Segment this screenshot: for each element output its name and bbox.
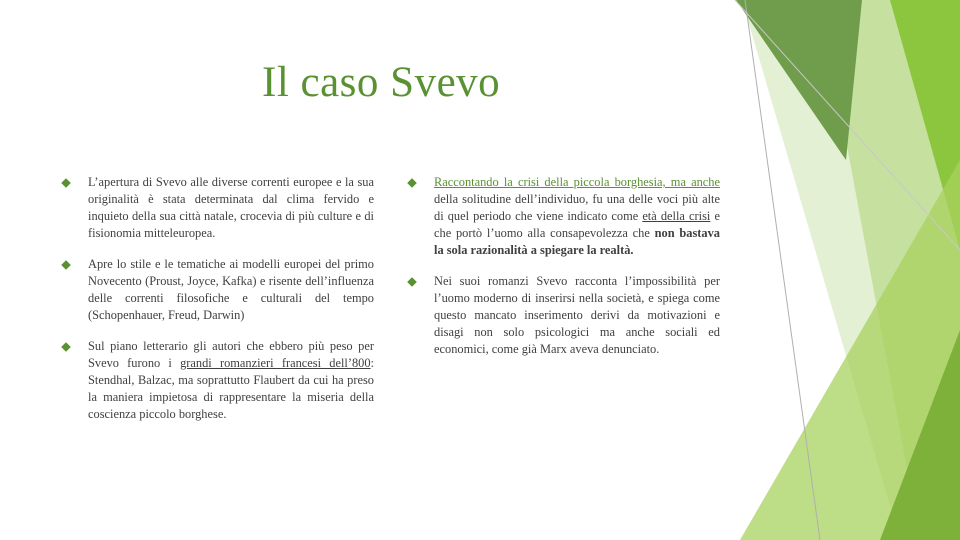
bullet-item: [62, 338, 374, 423]
slide-title: Il caso Svevo: [262, 59, 501, 106]
diamond-bullet-icon: [61, 342, 71, 352]
bullet-text: Nei suoi romanzi Svevo racconta l’impossibilità per l’uomo moderno di inserirsi nella società, e spiega come questo mancato inserimento derivi da motivazioni e disagi non solo psicologici ma anche sociali ed economici, come già Marx aveva denunciato.: [434, 274, 720, 356]
diamond-bullet-icon: [407, 178, 417, 188]
diamond-bullet-icon: [61, 260, 71, 270]
bullet-item: [62, 256, 374, 324]
underlined-text: età della crisi: [642, 209, 711, 223]
bullet-item: [408, 273, 720, 358]
bullet-text-middle-2: e che portò l’uomo alla consapevolezza che: [434, 209, 720, 240]
bold-text: non bastava la sola razionalità a spiegare la realtà.: [434, 226, 720, 257]
bullet-text-end: : Stendhal, Balzac, ma soprattutto Flaubert da cui ha preso la maniera impietosa di rappresentare la miseria della coscienza piccolo borghese.: [88, 356, 374, 421]
diamond-bullet-icon: [61, 178, 71, 188]
bullet-text-middle: della solitudine dell’individuo, fu una delle voci più alte di quel periodo che viene indicato come: [434, 192, 720, 223]
bullet-text-start: Sul piano letterario gli autori che ebbero più peso per Svevo furono i: [88, 339, 374, 370]
bullet-item: [408, 174, 720, 259]
bullet-item: [62, 174, 374, 242]
bullet-text: Apre lo stile e le tematiche ai modelli europei del primo Novecento (Proust, Joyce, Kafka) e risente dell’influenza delle correnti filosofiche e culturali del tempo (Schopenhauer, Freud, Darwin): [88, 257, 374, 322]
highlighted-text: Raccontando la crisi della piccola borghesia, ma anche: [434, 175, 720, 189]
left-column: [62, 174, 374, 437]
bullet-text: L’apertura di Svevo alle diverse correnti europee e la sua originalità è stata determinata dal clima fervido e inquieto della sua città natale, crocevia di più culture e di fisionomia mitteleuropea.: [88, 175, 374, 240]
underlined-text: grandi romanzieri francesi dell’800: [180, 356, 371, 370]
right-column: [408, 174, 720, 372]
diamond-bullet-icon: [407, 277, 417, 287]
